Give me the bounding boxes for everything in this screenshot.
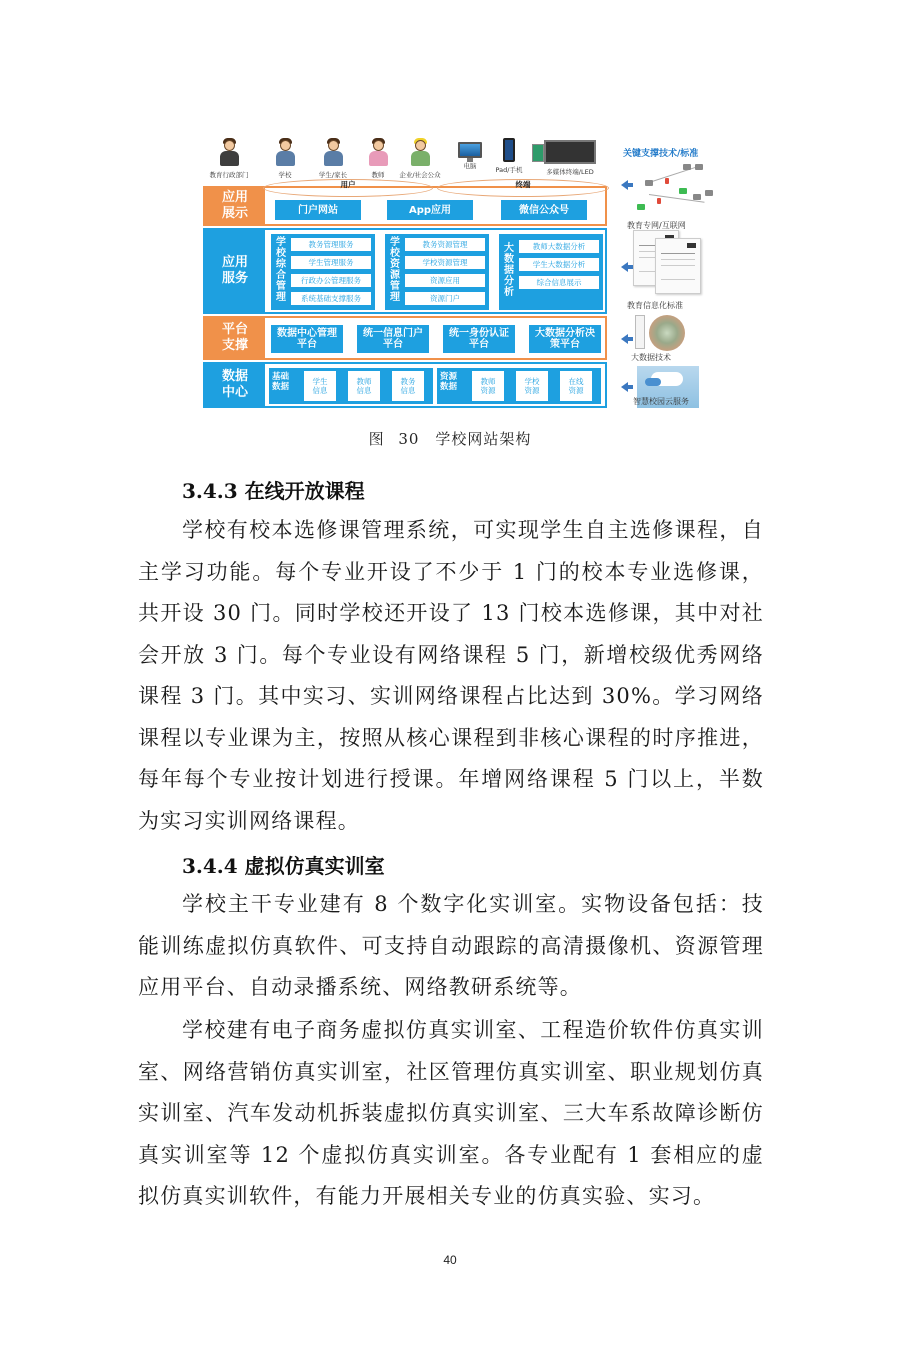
arrow-left-icon (621, 334, 628, 344)
service-item: 学校资源管理 (404, 255, 486, 270)
group-title: 资源数据 (440, 372, 458, 392)
users-ellipse: 用户 (263, 179, 433, 197)
device-pad-phone (491, 138, 527, 174)
group-title: 大数据分析 (504, 243, 514, 298)
user-label: 企业/社会公众 (399, 171, 441, 179)
layer-label: 数据中心 (205, 364, 265, 406)
layer-app-service (203, 228, 607, 314)
data-item: 教师资源 (472, 371, 504, 401)
service-item: 学生管理服务 (290, 255, 372, 270)
terminals-ellipse: 终端 (437, 179, 609, 197)
user-label: 学校 (278, 171, 292, 179)
user-school (265, 138, 305, 179)
platform-info-portal: 统一信息门户平台 (357, 325, 429, 353)
data-item: 教师信息 (348, 371, 380, 401)
group-school-management (271, 234, 375, 310)
figure-caption: 图 30 学校网站架构 (368, 430, 532, 448)
device-label: Pad/手机 (495, 166, 523, 174)
group-basic-data (269, 368, 433, 404)
layer-label: 应用服务 (205, 230, 265, 312)
student-parent-icon (320, 138, 346, 168)
group-title: 学校综合管理 (276, 237, 286, 303)
big-data-icon (635, 313, 701, 357)
data-item: 学生信息 (304, 371, 336, 401)
data-item: 教务信息 (392, 371, 424, 401)
group-title: 基础数据 (272, 372, 290, 392)
wechat-account-box: 微信公众号 (501, 200, 587, 220)
data-item: 在线资源 (560, 371, 592, 401)
enterprise-worker-icon (407, 138, 433, 168)
layer-label: 平台支撑 (205, 318, 265, 358)
arrow-left-icon (621, 382, 628, 392)
tech-title: 关键支撑技术/标准 (623, 149, 699, 159)
user-education-admin (203, 138, 255, 179)
user-label: 学生/家长 (318, 171, 348, 179)
service-item: 学生大数据分析 (518, 257, 600, 272)
tech-caption: 智慧校园云服务 (633, 397, 689, 406)
page-number: 40 (443, 1253, 457, 1267)
arrow-left-icon (621, 180, 628, 190)
paragraph-virtual-labs: 学校建有电子商务虚拟仿真实训室、工程造价软件仿真实训室、网络营销仿真实训室，社区管理仿真实训室、职业规划仿真实训室、汽车发动机拆装虚拟仿真实训室、三大车系故障诊断仿真实训室等 12 个虚拟仿真实训室。各专业配有 1 套相应的虚拟仿真实训软件，有能力开展相关专业的仿真实验、实习。 (138, 1018, 764, 1208)
platform-identity-auth: 统一身份认证平台 (443, 325, 515, 353)
arrow-left-icon (621, 262, 628, 272)
tech-caption: 教育专网/互联网 (627, 221, 686, 230)
architecture-diagram (203, 138, 723, 413)
group-big-data-analysis (499, 234, 603, 310)
device-label: 多媒体终端/LED (546, 168, 594, 176)
layer-data-center (203, 362, 607, 408)
tech-caption: 大数据技术 (631, 353, 671, 362)
portal-website-box: 门户网站 (275, 200, 361, 220)
user-label: 教育行政部门 (209, 171, 249, 179)
computer-icon (458, 142, 482, 158)
user-student-parent (311, 138, 355, 179)
device-multimedia-led (535, 138, 605, 176)
teacher-icon (365, 138, 391, 168)
service-item: 教务资源管理 (404, 237, 486, 252)
group-school-resource-management (385, 234, 489, 310)
standards-docs-icon (633, 230, 703, 292)
group-title: 学校资源管理 (390, 237, 400, 303)
data-item: 学校资源 (516, 371, 548, 401)
tech-caption: 教育信息化标准 (627, 301, 683, 310)
app-box: App应用 (387, 200, 473, 220)
school-person-icon (272, 138, 298, 168)
layer-platform-support (203, 316, 607, 360)
paragraph-online-courses: 学校有校本选修课管理系统，可实现学生自主选修课程，自主学习功能。每个专业开设了不少于 1 门的校本专业选修课，共开设 30 门。同时学校还开设了 13 门校本选修课，其中对社会开放 3 门。每个专业设有网络课程 5 门，新增校级优秀网络课程 3 门。其中实习、实训网络课程占比达到 30%。学习网络课程以专业课为主，按照从核心课程到非核心课程的时序推进，每年每个专业按计划进行授课。年增网络课程 5 门以上，半数为实习实训网络课程。 (138, 518, 764, 833)
section-heading-3-4-4: 3.4.4 虚拟仿真实训室 (182, 854, 385, 878)
service-item: 行政办公管理服务 (290, 273, 372, 288)
user-label: 教师 (371, 171, 385, 179)
phone-icon (503, 138, 515, 162)
led-screen-icon (544, 140, 596, 164)
network-topology-icon (635, 160, 715, 212)
users-row (203, 138, 603, 182)
group-resource-data (437, 368, 601, 404)
device-pc (453, 138, 487, 170)
service-item: 资源应用 (404, 273, 486, 288)
user-teacher (363, 138, 393, 179)
service-item: 资源门户 (404, 291, 486, 306)
platform-data-center: 数据中心管理平台 (271, 325, 343, 353)
service-item: 系统基础支撑服务 (290, 291, 372, 306)
key-tech-panel (615, 138, 723, 413)
user-enterprise-public (395, 138, 445, 179)
device-label: 电脑 (463, 162, 477, 170)
platform-big-data-decision: 大数据分析决策平台 (529, 325, 601, 353)
education-admin-icon (216, 138, 242, 168)
service-item: 综合信息展示 (518, 275, 600, 290)
service-item: 教务管理服务 (290, 237, 372, 252)
paragraph-digital-labs: 学校主干专业建有 8 个数字化实训室。实物设备包括：技能训练虚拟仿真软件、可支持自动跟踪的高清摄像机、资源管理应用平台、自动录播系统、网络教研系统等。 (138, 892, 764, 999)
section-heading-3-4-3: 3.4.3 在线开放课程 (182, 479, 365, 503)
service-item: 教师大数据分析 (518, 239, 600, 254)
layer-label: 应用展示 (205, 188, 265, 224)
layer-app-display (203, 180, 607, 226)
